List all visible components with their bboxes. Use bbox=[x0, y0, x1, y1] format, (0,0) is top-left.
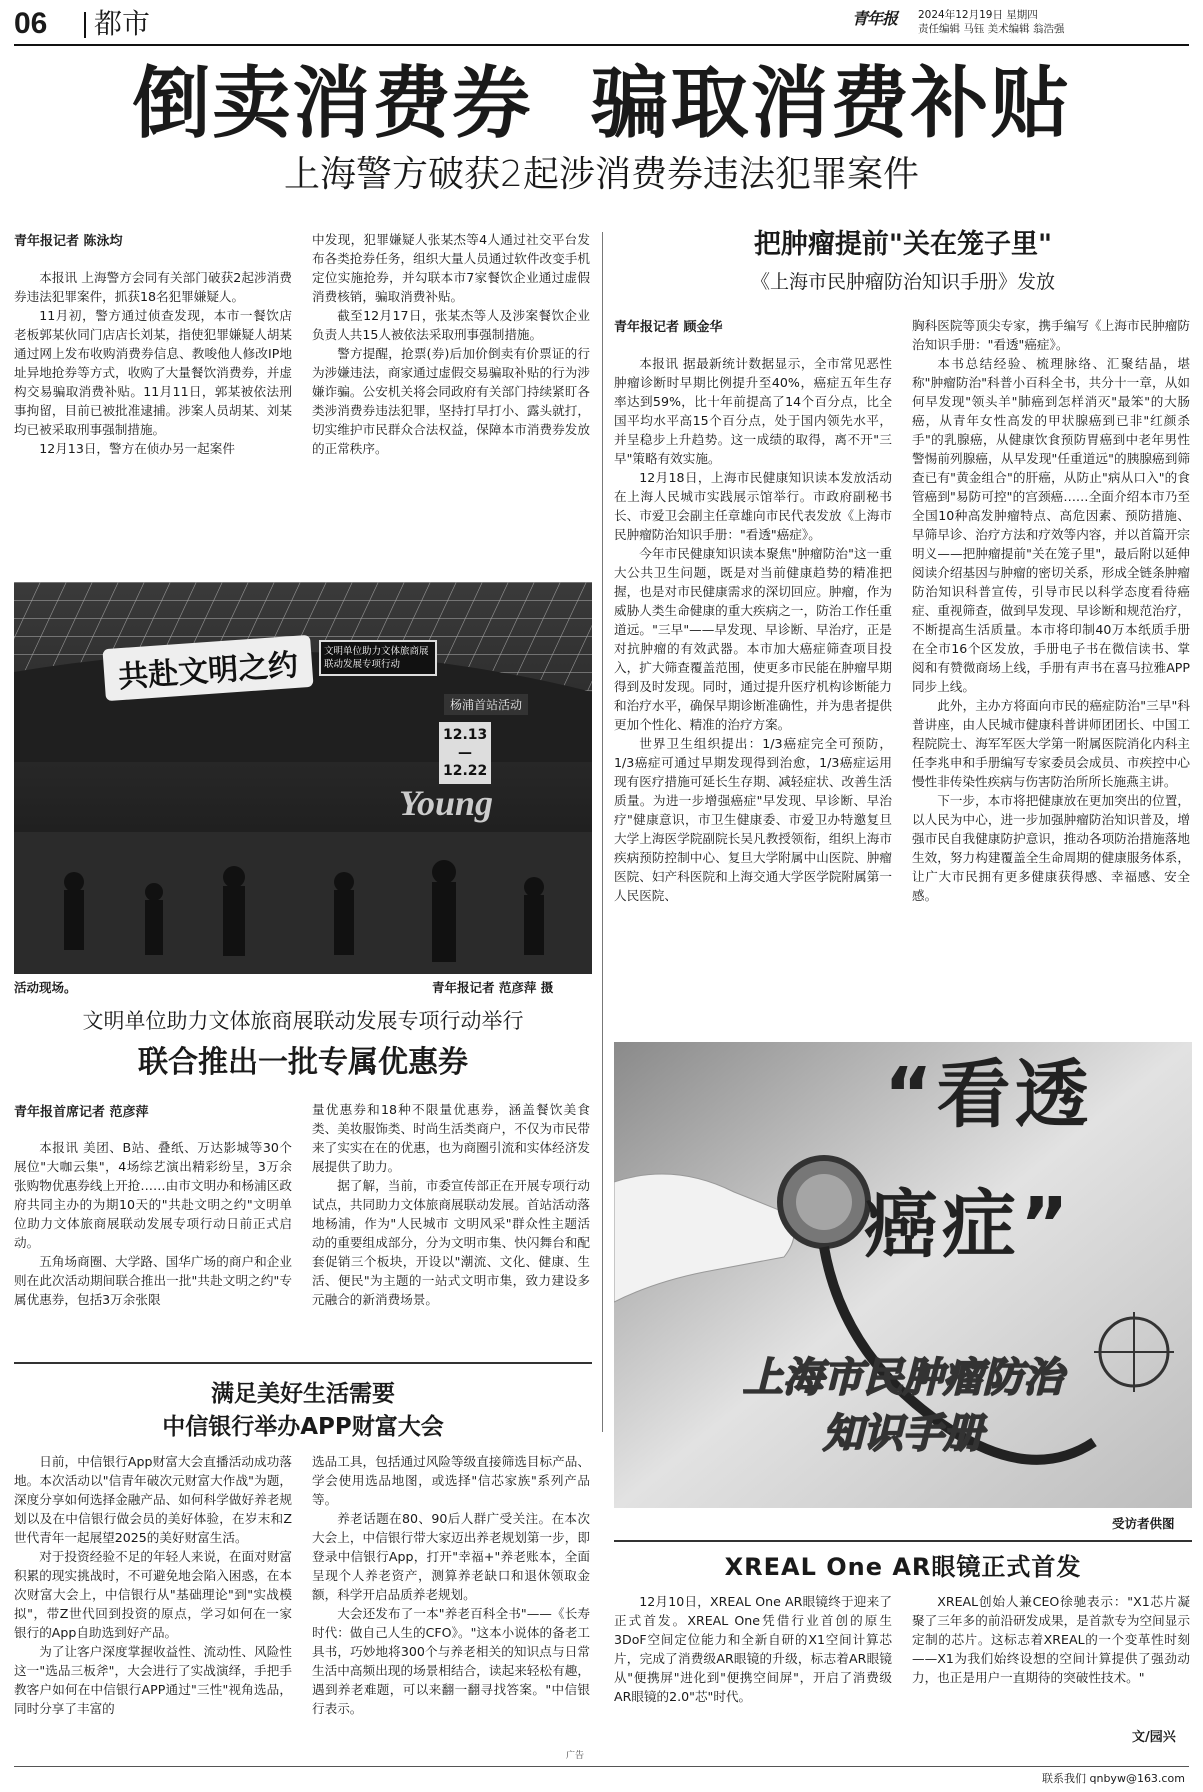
paragraph: 大会还发布了一本"养老百科全书"——《长寿时代：做自己人生的CFO》。"这本小说体的备老工具书，巧妙地将300个与养老相关的知识点与日常生活中高频出现的场景相结合，读起来轻松有趣，遇到养老难题，可以来翻一翻寻找答案。"中信银行表示。 bbox=[312, 1606, 590, 1716]
ad-mark: 广告 bbox=[566, 1751, 585, 1761]
paragraph: 本书总结经验、梳理脉络、汇聚结晶，堪称"肿瘤防治"科普小百科全书，共分十一章，从如何早发现"领头羊"肺癌到怎样消灭"最笨"的大肠癌，从青年女性高发的甲状腺癌到已非"红颜杀手"的乳腺癌，从健康饮食预防胃癌到中老年男性警惕前列腺癌，从早发现"任重道远"的胰腺癌到筛查已有"黄金组合"的肝癌，从防止"病从口入"的食管癌到"易防可控"的宫颈癌……全面介绍本市乃至全国10种高发肿瘤特点、高危因素、预防措施、早筛早诊、治疗方法和疗效等内容，并以首篇开宗明义——把肿瘤提前"关在笼子里"，最后附以延伸阅读介绍基因与肿瘤的密切关系，形成全链条肿瘤防治知识科普宣传，引导市民以科学态度看待癌症、重视筛查，做到早发现、早诊断和规范治疗，不断提高生活质量。本市将印制40万本纸质手册在全市16个区发放，手册电子书在微信读书、掌阅和有赞微商场上线，手册有声书在喜马拉雅APP同步上线。 bbox=[912, 356, 1190, 694]
bank-headline-1: 满足美好生活需要 bbox=[211, 1381, 395, 1407]
paragraph: 中发现，犯罪嫌疑人张某杰等4人通过社交平台发布各类抢券任务，组织大量人员通过软件改变手机定位实施抢券，并勾联本市7家餐饮企业通过虚假消费核销，骗取消费补贴。 bbox=[312, 232, 590, 304]
coupon-col1 bbox=[14, 1138, 292, 1309]
bank-col1 bbox=[14, 1452, 292, 1718]
paragraph: 12月13日，警方在侦办另一起案件 bbox=[39, 441, 235, 456]
coupon-col2 bbox=[312, 1100, 590, 1309]
paragraph: 胸科医院等顶尖专家，携手编写《上海市民肿瘤防治知识手册："看透"癌症》。 bbox=[912, 318, 1190, 352]
paragraph: 本报讯 美团、B站、叠纸、万达影城等30个展位"大咖云集"，4场综艺演出精彩纷呈，3万余张购物优惠券线上开抢……由市文明办和杨浦区政府共同主办的为期10天的"共赴文明之约"文明单位助力文体旅商展联动发展专项行动日前正式启动。 bbox=[14, 1140, 292, 1250]
handbook-credit: 受访者供图 bbox=[1112, 1516, 1175, 1531]
paragraph: 养老话题在80、90后人群广受关注。在本次大会上，中信银行带大家迈出养老规划第一步，即登录中信银行App，打开"幸福+"养老账本，全面呈现个人养老资产，测算养老缺口和退休领取金额，科学开启品质养老规划。 bbox=[312, 1511, 590, 1602]
footer-rule bbox=[14, 1766, 1189, 1767]
photo-subsign: 杨浦首站活动 bbox=[444, 694, 528, 715]
lead-col1 bbox=[14, 268, 292, 458]
section-rule bbox=[614, 1540, 1192, 1542]
event-photo bbox=[14, 582, 592, 974]
paragraph: 五角场商圈、大学路、国华广场的商户和企业则在此次活动期间联合推出一批"共赴文明之约"专属优惠券，包括3万余张限 bbox=[14, 1254, 292, 1307]
paragraph: 今年市民健康知识读本聚焦"肿瘤防治"这一重大公共卫生问题，既是对当前健康趋势的精准把握，也是对市民健康需求的深切回应。肿瘤，作为威胁人类生命健康的重大疾病之一，防治工作任重道远。"三早"——早发现、早诊断、早治疗，正是对抗肿瘤的有效武器。本市加大癌症筛查项目投入，扩大筛查覆盖范围，使更多市民能在肿瘤早期得到及时发现。同时，通过提升医疗机构诊断能力和治疗水平，确保早期诊断准确性，并为患者提供更加个性化、精准的治疗方案。 bbox=[614, 546, 892, 732]
xreal-signoff: 文/园兴 bbox=[1132, 1730, 1176, 1745]
bank-col2 bbox=[312, 1452, 590, 1718]
bank-headline-2: 中信银行举办APP财富大会 bbox=[162, 1414, 444, 1440]
paragraph: 12月10日，XREAL One AR眼镜终于迎来了正式首发。XREAL One凭借行业首创的原生3DoF空间定位能力和全新自研的X1空间计算芯片，完成了消费级AR眼镜的升级，标志着AR眼镜从"便携屏"进化到"便携空间屏"，开启了消费级AR眼镜的2.0"芯"时代。 bbox=[614, 1594, 892, 1704]
photo-credit: 青年报记者 范彦萍 摄 bbox=[432, 980, 554, 995]
photo-banner: 共赴文明之约 bbox=[102, 635, 313, 701]
masthead-divider bbox=[84, 12, 86, 38]
tumor-col1 bbox=[614, 354, 892, 905]
tumor-headline: 把肿瘤提前"关在笼子里" bbox=[753, 229, 1053, 260]
lead-col2 bbox=[312, 230, 590, 458]
coupon-byline: 青年报首席记者 范彦萍 bbox=[14, 1105, 149, 1120]
newspaper-logo: 青年报 bbox=[852, 9, 898, 28]
photo-sign: 文明单位助力文体旅商展联动发展专项行动 bbox=[319, 640, 437, 676]
paragraph: 为了让客户深度掌握收益性、流动性、风险性这一"选品三板斧"，大会进行了实战演绎，手把手教客户如何在中信银行APP通过"三性"视角选品，同时分享了丰富的 bbox=[14, 1644, 292, 1716]
book-title-2: 知识手册 bbox=[823, 1411, 983, 1457]
paragraph: 截至12月17日，张某杰等人及涉案餐饮企业负责人共15人被依法采取刑事强制措施。 bbox=[312, 308, 590, 342]
handbook-title-1: “看透 bbox=[884, 1052, 1093, 1138]
lead-headline: 倒卖消费券 骗取消费补贴 bbox=[132, 59, 1071, 149]
issue-date: 2024年12月19日 星期四 bbox=[918, 9, 1038, 21]
photo-caption: 活动现场。 bbox=[14, 980, 77, 995]
paragraph: XREAL创始人兼CEO徐驰表示："X1芯片凝聚了三年多的前沿研发成果，是首款专为空间显示定制的芯片。这标志着XREAL的一个变革性时刻——X1为我们始终设想的空间计算提供了强劲动力，也正是用户一直期待的突破性技术。" bbox=[912, 1594, 1190, 1685]
section-rule bbox=[14, 1362, 592, 1364]
page-number: 06 bbox=[14, 7, 48, 40]
xreal-col2 bbox=[912, 1592, 1190, 1687]
xreal-col1 bbox=[614, 1592, 892, 1706]
paragraph: 日前，中信银行App财富大会直播活动成功落地。本次活动以"信青年破次元财富大作战"为题，深度分享如何选择金融产品、如何科学做好养老规划以及在中信银行做会员的美好体验，在岁末和Z世代青年一起展望2025的美好财富生活。 bbox=[14, 1454, 292, 1545]
photo-dates: 12.13 — 12.22 bbox=[439, 722, 491, 784]
paragraph: 此外，主办方将面向市民的癌症防治"三早"科普讲座，由人民城市健康科普讲师团团长、中国工程院院士、海军军医大学第一附属医院消化内科主任李兆申和手册编写专家委员会成员、市疾控中心慢性非传染性疾病与伤害防治所所长施燕主讲。 bbox=[912, 698, 1190, 789]
paragraph: 本报讯 上海警方会同有关部门破获2起涉消费券违法犯罪案件，抓获18名犯罪嫌疑人。 bbox=[14, 270, 292, 304]
section-name: 都市 bbox=[94, 7, 151, 40]
tumor-col2 bbox=[912, 316, 1190, 905]
masthead-rule bbox=[14, 44, 1189, 46]
editors: 责任编辑 马钰 美术编辑 翁浩强 bbox=[918, 23, 1065, 35]
paragraph: 世界卫生组织提出：1/3癌症完全可预防，1/3癌症可通过早期发现得到治愈，1/3癌症运用现有医疗措施可延长生存期、减轻症状、改善生活质量。为进一步增强癌症"早发现、早诊断、早治疗"健康意识，市卫生健康委、市爱卫办特邀复旦大学上海医学院副院长吴凡教授领衔，组织上海市疾病预防控制中心、复旦大学附属中山医院、肿瘤医院、妇产科医院和上海交通大学医学院附属第一人民医院、 bbox=[614, 736, 892, 903]
coupon-headline: 联合推出一批专属优惠券 bbox=[138, 1045, 468, 1080]
paragraph: 12月18日，上海市民健康知识读本发放活动在上海人民城市实践展示馆举行。市政府副秘书长、市爱卫会副主任章雄向市民代表发放《上海市民肿瘤防治知识手册："看透"癌症》。 bbox=[614, 470, 892, 542]
tumor-subhead: 《上海市民肿瘤防治知识手册》发放 bbox=[750, 271, 1055, 293]
photo-logo: Young bbox=[399, 783, 494, 823]
contact-info: 联系我们 qnbyw@163.com bbox=[1042, 1772, 1185, 1785]
xreal-headline: XREAL One AR眼镜正式首发 bbox=[724, 1553, 1082, 1581]
paragraph: 据了解，当前，市委宣传部正在开展专项行动试点，共同助力文体旅商展联动发展。首站活动落地杨浦，作为"人民城市 文明风采"群众性主题活动的重要组成部分，分为文明市集、快闪舞台和配套促销三个板块，开设以"潮流、文化、健康、生活、便民"为主题的一站式文明市集，致力建设多元融合的新消费场景。 bbox=[312, 1178, 590, 1307]
paragraph: 下一步，本市将把健康放在更加突出的位置，以人民为中心，进一步加强肿瘤防治知识普及，增强市民自我健康防护意识，推动各项防治措施落地生效，努力构建覆盖全生命周期的健康服务体系，让广大市民拥有更多健康获得感、幸福感、安全感。 bbox=[912, 793, 1190, 903]
coupon-kicker: 文明单位助力文体旅商展联动发展专项行动举行 bbox=[82, 1009, 524, 1033]
paragraph: 本报讯 据最新统计数据显示，全市常见恶性肿瘤诊断时早期比例提升至40%，癌症五年生存率达到59%，比十年前提高了14个百分点，比全国平均水平高15个百分点，处于国内领先水平，并呈稳步上升趋势。这一成绩的取得，离不开"三早"策略有效实施。 bbox=[614, 356, 892, 466]
lead-subhead: 上海警方破获2起涉消费券违法犯罪案件 bbox=[284, 154, 919, 195]
handbook-title-2: 癌症” bbox=[864, 1182, 1073, 1268]
column-divider bbox=[602, 232, 603, 1432]
paragraph: 警方提醒，抢票(券)后加价倒卖有价票证的行为涉嫌违法，商家通过虚假交易骗取补贴的行为涉嫌诈骗。公安机关将会同政府有关部门持续紧盯各类涉消费券违法犯罪，坚持打早打小、露头就打，切实维护市民群众合法权益，保障本市消费券发放的正常秩序。 bbox=[312, 346, 590, 456]
paragraph: 选品工具，包括通过风险等级直接筛选目标产品、学会使用选品地图，或选择"信芯家族"系列产品等。 bbox=[312, 1454, 590, 1507]
paragraph: 对于投资经验不足的年轻人来说，在面对财富积累的现实挑战时，不可避免地会陷入困惑，在本次财富大会上，中信银行从"基础理论"到"实战模拟"，带Z世代回到投资的原点，学习如何在一家银行的App自助选到好产品。 bbox=[14, 1549, 292, 1640]
book-title-1: 上海市民肿瘤防治 bbox=[743, 1355, 1063, 1401]
paragraph: 量优惠券和18种不限量优惠券，涵盖餐饮美食类、美妆服饰类、时尚生活类商户，不仅为市民带来了实实在在的优惠，也为商圈引流和实体经济发展提供了助力。 bbox=[312, 1102, 590, 1174]
lead-byline: 青年报记者 陈泳均 bbox=[14, 234, 123, 249]
tumor-byline: 青年报记者 顾金华 bbox=[614, 320, 723, 335]
handbook-photo bbox=[614, 1042, 1192, 1508]
paragraph: 11月初，警方通过侦查发现，本市一餐饮店老板郭某伙同门店店长刘某，指使犯罪嫌疑人胡某通过网上发布收购消费券信息、教唆他人修改IP地址异地抢券等方式，收购了大量餐饮消费券，并虚构交易骗取消费补贴。11月11日，郭某被依法刑事拘留，目前已被批准逮捕。涉案人员胡某、刘某均已被采取刑事强制措施。 bbox=[14, 308, 292, 437]
